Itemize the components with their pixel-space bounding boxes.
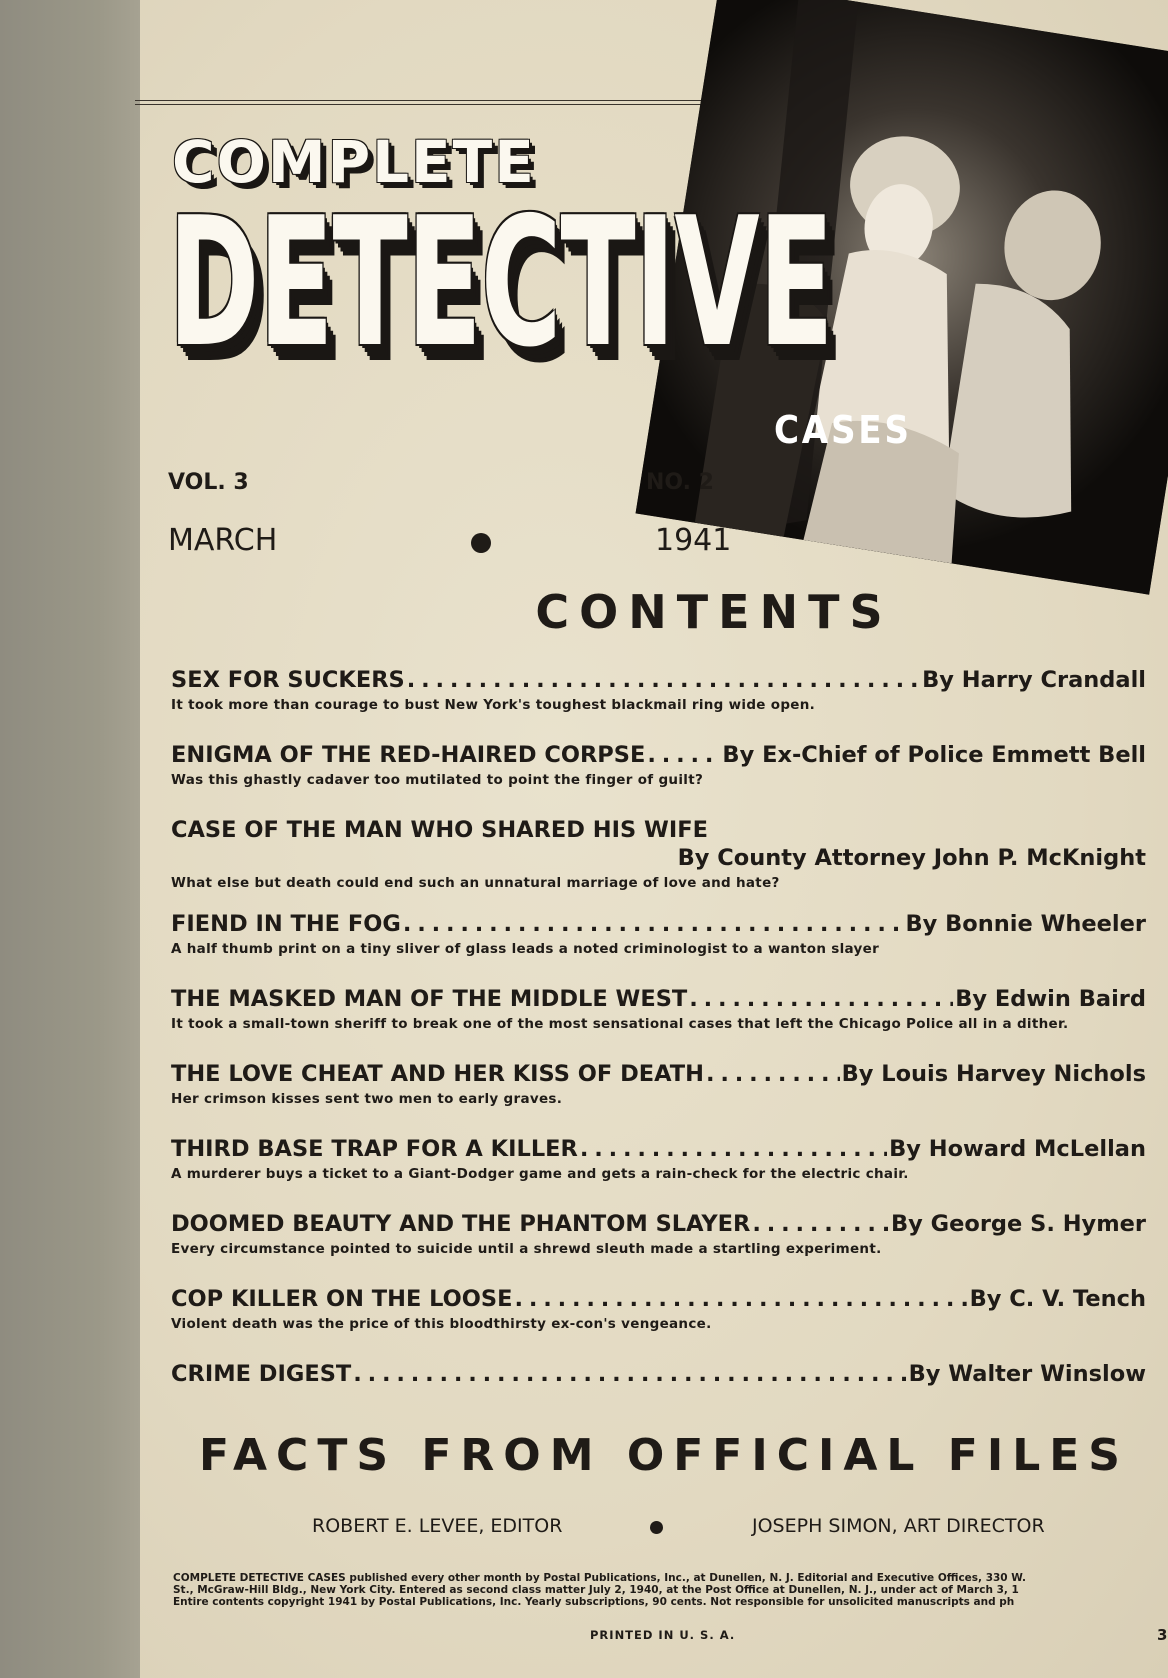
- toc-entry[interactable]: [171, 742, 1146, 817]
- story-author: By Walter Winslow: [908, 1361, 1146, 1387]
- issue-year: 1941: [655, 523, 732, 558]
- dot-leader: [515, 1286, 968, 1312]
- contents-heading: CONTENTS: [535, 585, 893, 639]
- story-author: By Harry Crandall: [922, 667, 1146, 693]
- dot-leader: [353, 1361, 906, 1387]
- story-author: By C. V. Tench: [969, 1286, 1146, 1312]
- masthead-rule: [135, 100, 795, 105]
- bullet-icon: [471, 533, 491, 553]
- toc-entry[interactable]: [171, 667, 1146, 742]
- story-title: COP KILLER ON THE LOOSE: [171, 1286, 513, 1312]
- toc-entry[interactable]: [171, 1061, 1146, 1136]
- story-blurb: What else but death could end such an unnatural marriage of love and hate?: [171, 875, 780, 891]
- story-author: By Ex-Chief of Police Emmett Bell: [722, 742, 1146, 768]
- toc-entry[interactable]: [171, 986, 1146, 1061]
- story-blurb: Her crimson kisses sent two men to early graves.: [171, 1091, 563, 1107]
- printed-in-usa: PRINTED IN U. S. A.: [590, 1628, 736, 1642]
- story-title: SEX FOR SUCKERS: [171, 667, 405, 693]
- dot-leader: [580, 1136, 887, 1162]
- dot-leader: [407, 667, 920, 693]
- editor-credit: ROBERT E. LEVEE, EDITOR: [312, 1515, 563, 1537]
- masthead-detective: DETECTIVE: [168, 179, 833, 386]
- story-blurb: It took a small-town sheriff to break one of the most sensational cases that left the Chicago Police all in a dither.: [171, 1016, 1069, 1032]
- story-title: THE LOVE CHEAT AND HER KISS OF DEATH: [171, 1061, 704, 1087]
- story-title: ENIGMA OF THE RED-HAIRED CORPSE: [171, 742, 646, 768]
- story-author: By County Attorney John P. McKnight: [677, 845, 1146, 871]
- toc-entry[interactable]: [171, 911, 1146, 986]
- story-title: CASE OF THE MAN WHO SHARED HIS WIFE: [171, 817, 708, 843]
- story-author: By Edwin Baird: [955, 986, 1146, 1012]
- toc-entry[interactable]: [171, 1136, 1146, 1211]
- story-title: CRIME DIGEST: [171, 1361, 352, 1387]
- toc-entry[interactable]: [171, 1286, 1146, 1361]
- masthead-complete: COMPLETE: [172, 128, 536, 196]
- story-title: DOOMED BEAUTY AND THE PHANTOM SLAYER: [171, 1211, 751, 1237]
- dot-leader: [752, 1211, 889, 1237]
- story-blurb: Every circumstance pointed to suicide until a shrewd sleuth made a startling experiment.: [171, 1241, 882, 1257]
- table-of-contents: [171, 667, 1146, 1436]
- toc-entry[interactable]: [171, 1211, 1146, 1286]
- masthead-cases: CASES: [774, 408, 912, 452]
- art-director-credit: JOSEPH SIMON, ART DIRECTOR: [752, 1515, 1045, 1537]
- notice-line: COMPLETE DETECTIVE CASES published every other month by Postal Publications, Inc., at Dunellen, N. J. Editorial and Executive Offices, 330 W.: [173, 1572, 1026, 1584]
- story-author: By Louis Harvey Nichols: [841, 1061, 1146, 1087]
- story-author: By George S. Hymer: [890, 1211, 1146, 1237]
- issue-number: NO. 2: [646, 470, 714, 495]
- dot-leader: [647, 742, 720, 768]
- dot-leader: [403, 911, 904, 937]
- dot-leader: [689, 986, 953, 1012]
- toc-entry[interactable]: [171, 817, 1146, 911]
- binding-spine: [0, 0, 140, 1678]
- story-author: By Howard McLellan: [889, 1136, 1146, 1162]
- story-blurb: Was this ghastly cadaver too mutilated to point the finger of guilt?: [171, 772, 704, 788]
- story-title: FIEND IN THE FOG: [171, 911, 401, 937]
- story-blurb: A half thumb print on a tiny sliver of glass leads a noted criminologist to a wanton slayer: [171, 941, 880, 957]
- bullet-icon: [650, 1521, 663, 1534]
- story-blurb: A murderer buys a ticket to a Giant-Dodger game and gets a rain-check for the electric chair.: [171, 1166, 909, 1182]
- dot-leader: [706, 1061, 840, 1087]
- story-title: THIRD BASE TRAP FOR A KILLER: [171, 1136, 578, 1162]
- story-blurb: It took more than courage to bust New York's toughest blackmail ring wide open.: [171, 697, 816, 713]
- publication-notice: [173, 1572, 1168, 1608]
- story-blurb: Violent death was the price of this bloodthirsty ex-con's vengeance.: [171, 1316, 712, 1332]
- volume-label: VOL. 3: [168, 470, 249, 495]
- page-number: 3: [1157, 1626, 1168, 1644]
- facts-heading: FACTS FROM OFFICIAL FILES: [199, 1430, 1129, 1481]
- issue-month: MARCH: [168, 523, 278, 558]
- notice-line: St., McGraw-Hill Bldg., New York City. Entered as second class matter July 2, 1940, at the Post Office at Dunellen, N. J., under act of March 3, 1: [173, 1584, 1019, 1596]
- story-title: THE MASKED MAN OF THE MIDDLE WEST: [171, 986, 688, 1012]
- notice-line: Entire contents copyright 1941 by Postal Publications, Inc. Yearly subscriptions, 90 cents. Not responsible for unsolicited manuscripts and ph: [173, 1596, 1015, 1608]
- toc-entry[interactable]: [171, 1361, 1146, 1436]
- story-author: By Bonnie Wheeler: [905, 911, 1146, 937]
